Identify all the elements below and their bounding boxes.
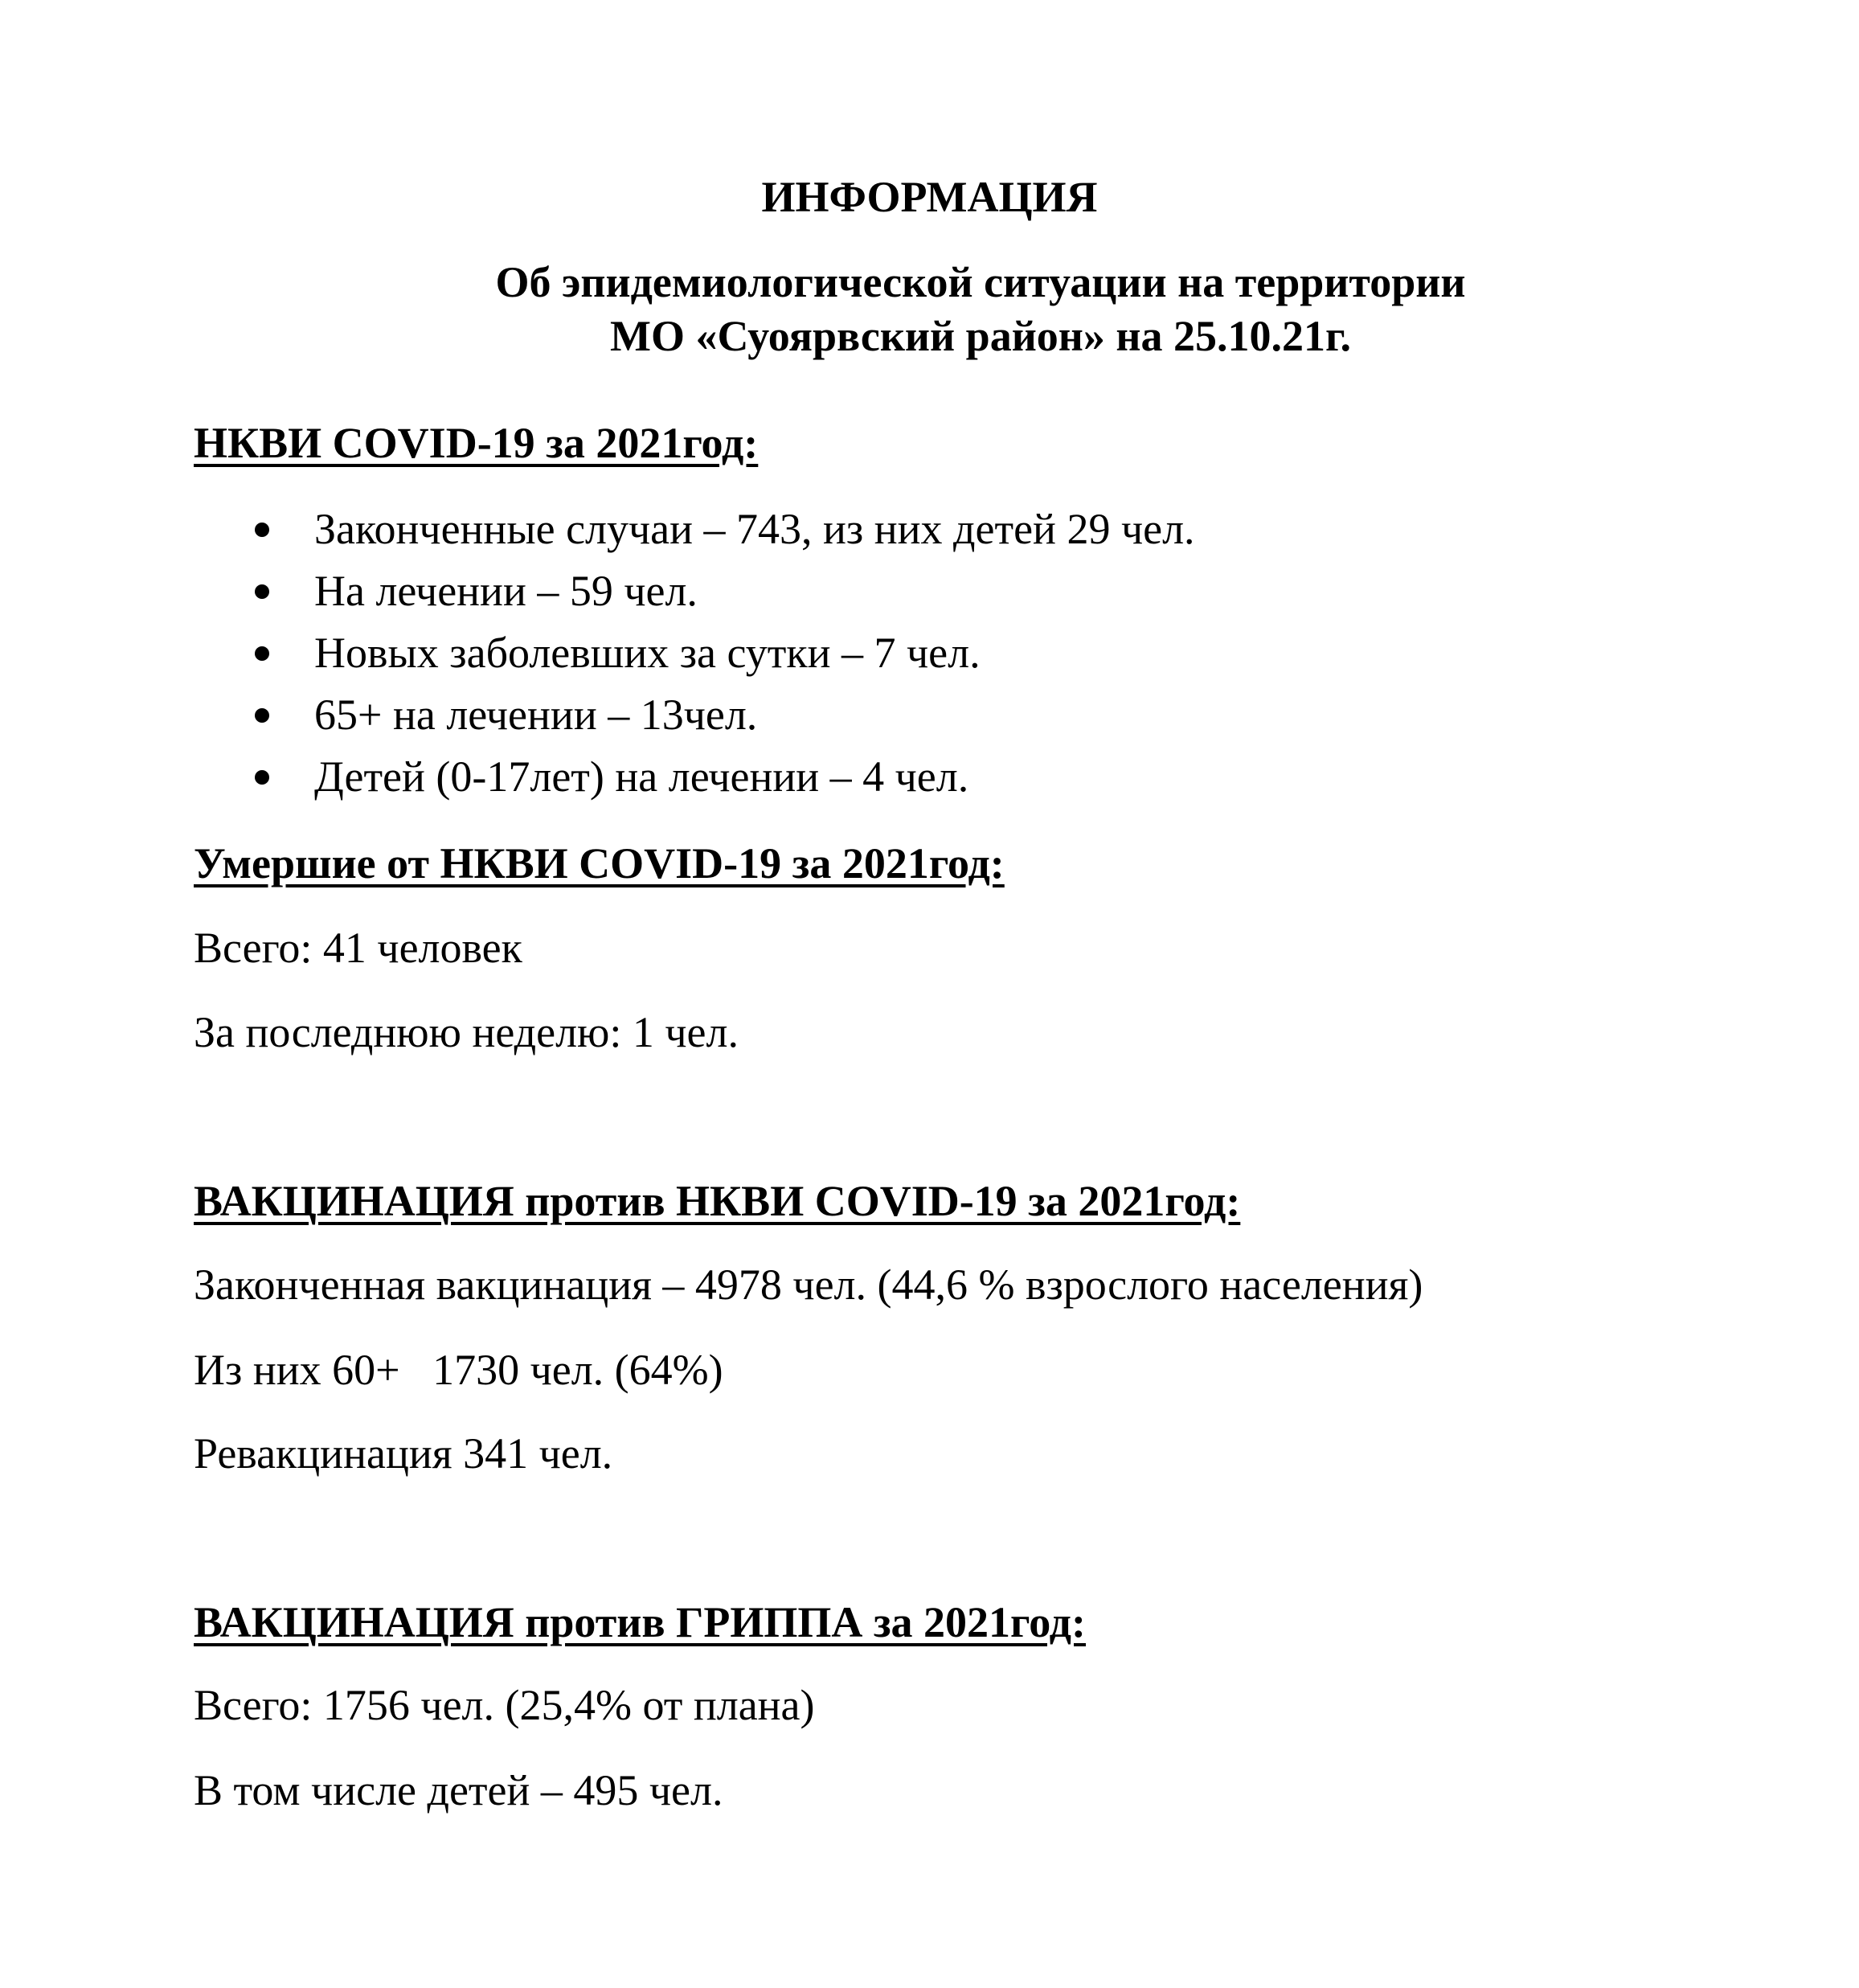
deaths-heading: Умершие от НКВИ COVID-19 за 2021год: <box>194 839 1005 887</box>
flu-vaccination-children: В том числе детей – 495 чел. <box>194 1766 723 1814</box>
covid-cases-heading: НКВИ COVID-19 за 2021год: <box>194 419 759 467</box>
list-item <box>194 684 1195 746</box>
document-subtitle-line-1: Об эпидемиологической ситуации на территории <box>495 258 1466 306</box>
list-item-text: На лечении – 59 чел. <box>314 567 698 615</box>
covid-vaccination-heading: ВАКЦИНАЦИЯ против НКВИ COVID-19 за 2021год: <box>194 1177 1241 1225</box>
covid-revaccination: Ревакцинация 341 чел. <box>194 1429 613 1478</box>
covid-cases-list <box>194 498 1195 808</box>
list-item-text: Новых заболевших за сутки – 7 чел. <box>314 629 981 677</box>
covid-vaccination-over-60: Из них 60+ 1730 чел. (64%) <box>194 1346 723 1394</box>
list-item <box>194 746 1195 808</box>
list-item <box>194 560 1195 622</box>
deaths-total: Всего: 41 человек <box>194 924 522 972</box>
list-item <box>194 498 1195 560</box>
flu-vaccination-heading: ВАКЦИНАЦИЯ против ГРИППА за 2021год: <box>194 1598 1086 1646</box>
document-subtitle-line-2: МО «Суоярвский район» на 25.10.21г. <box>610 312 1351 360</box>
bullet-icon <box>255 523 269 537</box>
document-title: ИНФОРМАЦИЯ <box>761 173 1098 221</box>
list-item-text: 65+ на лечении – 13чел. <box>314 691 758 739</box>
flu-vaccination-total: Всего: 1756 чел. (25,4% от плана) <box>194 1681 815 1729</box>
bullet-icon <box>255 770 269 785</box>
covid-vaccination-completed: Законченная вакцинация – 4978 чел. (44,6 % взрослого населения) <box>194 1260 1423 1309</box>
list-item-text: Детей (0-17лет) на лечении – 4 чел. <box>314 752 969 801</box>
list-item-text: Законченные случаи – 743, из них детей 29 чел. <box>314 505 1195 553</box>
bullet-icon <box>255 646 269 661</box>
list-item <box>194 622 1195 684</box>
bullet-icon <box>255 708 269 723</box>
deaths-last-week: За последнюю неделю: 1 чел. <box>194 1008 739 1056</box>
bullet-icon <box>255 584 269 599</box>
